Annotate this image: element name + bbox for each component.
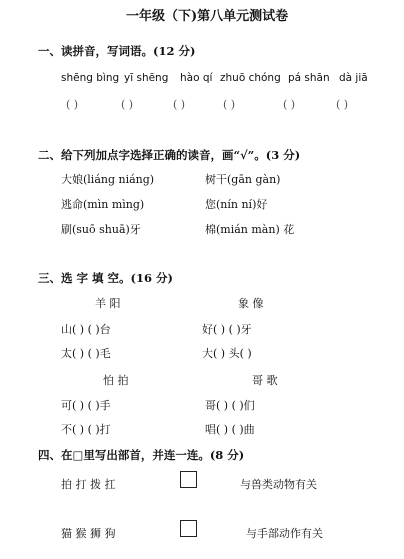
blank-1[interactable]: ( ) [66, 98, 79, 111]
reading-item[interactable]: 树干(gān gàn) [205, 173, 281, 186]
radical-box[interactable] [180, 471, 197, 488]
fill-row[interactable]: 唱( ) ( )曲 [205, 423, 255, 436]
fill-row[interactable]: 不( ) ( )打 [61, 423, 111, 436]
section1-heading: 一、读拼音，写词语。(12 分) [38, 44, 196, 58]
blank-5[interactable]: ( ) [283, 98, 296, 111]
blank-4[interactable]: ( ) [223, 98, 236, 111]
page-title: 一年级（下)第八单元测试卷 [126, 9, 289, 24]
reading-item[interactable]: 您(nín ní)好 [205, 198, 268, 211]
char-group: 猫 猴 狮 狗 [61, 527, 116, 540]
match-description[interactable]: 与兽类动物有关 [240, 478, 317, 491]
fill-row[interactable]: 可( ) ( )手 [61, 399, 111, 412]
blank-3[interactable]: ( ) [173, 98, 186, 111]
fill-row[interactable]: 山( ) ( )台 [61, 323, 111, 336]
fill-row[interactable]: 太( ) ( )毛 [61, 347, 111, 360]
pinyin-1: shēng bìng [61, 72, 120, 84]
pinyin-3: hào qí [180, 72, 213, 84]
reading-item[interactable]: 大娘(liáng niáng) [61, 173, 155, 186]
pinyin-5: pá shān [288, 72, 330, 84]
match-description[interactable]: 与手部动作有关 [246, 527, 323, 540]
blank-2[interactable]: ( ) [121, 98, 134, 111]
fill-row[interactable]: 哥( ) ( )们 [205, 399, 255, 412]
pinyin-6: dà jiā [339, 72, 368, 84]
fill-row[interactable]: 大( ) 头( ) [202, 347, 252, 360]
char-pair: 怕 拍 [103, 374, 129, 387]
pinyin-2: yī shēng [124, 72, 169, 84]
section2-heading: 二、给下列加点字选择正确的读音，画“√”。(3 分) [38, 148, 301, 162]
char-pair: 哥 歌 [252, 374, 278, 387]
pinyin-4: zhuō chóng [220, 72, 281, 84]
reading-item[interactable]: 刷(suō shuā)牙 [61, 223, 141, 236]
section4-heading: 四、在□里写出部首，并连一连。(8 分) [38, 448, 245, 462]
reading-item[interactable]: 棉(mián màn) 花 [205, 223, 295, 236]
fill-row[interactable]: 好( ) ( )牙 [202, 323, 252, 336]
reading-item[interactable]: 逃命(mìn mìng) [61, 198, 145, 211]
section3-heading: 三、选 字 填 空。(16 分) [38, 271, 173, 285]
char-pair: 羊 阳 [95, 297, 121, 310]
char-pair: 象 像 [238, 297, 264, 310]
blank-6[interactable]: ( ) [336, 98, 349, 111]
char-group: 拍 打 拨 扛 [61, 478, 116, 491]
radical-box[interactable] [180, 520, 197, 537]
